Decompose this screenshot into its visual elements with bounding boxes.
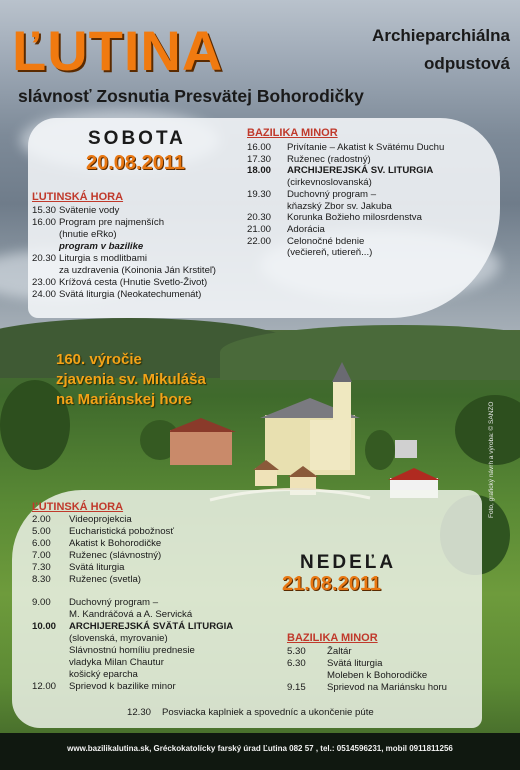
schedule-description: program v bazilike	[59, 241, 144, 252]
anniversary-line-1: 160. výročie	[56, 351, 142, 368]
schedule-time: 20.30	[32, 253, 57, 264]
schedule-description: Privítanie – Akatist k Svätému Duchu	[287, 142, 445, 153]
schedule-description: Žaltár	[327, 646, 352, 657]
schedule-description: ARCHIJEREJSKÁ SVÄTÁ LITURGIA	[69, 621, 234, 632]
sunday-bazilika-heading: BAZILIKA MINOR	[287, 632, 378, 644]
schedule-description: Liturgia s modlitbami	[59, 253, 147, 264]
subtitle-line-3: slávnosť Zosnutia Presvätej Bohorodičky	[18, 86, 364, 106]
schedule-time: 9.15	[287, 682, 306, 693]
anniversary-text	[56, 350, 206, 410]
schedule-time: 21.00	[247, 223, 272, 235]
schedule-time: 24.00	[32, 289, 57, 300]
schedule-description: Krížová cesta (Hnutie Svetlo-Život)	[59, 277, 208, 288]
schedule-description: Svätenie vody	[59, 205, 120, 216]
schedule-time: 17.30	[247, 153, 272, 165]
schedule-description: Duchovný program –	[287, 188, 377, 200]
photo-credit: Foto, grafický návrh a výroba: © SANZO	[488, 401, 495, 518]
subtitle-line-1: Archieparchiálna	[372, 26, 510, 45]
schedule-description: Program pre najmenších	[59, 217, 165, 228]
schedule-time: 6.30	[287, 658, 306, 669]
closing-desc: Posviacka kaplniek a spovedníc a ukončenie púte	[162, 707, 374, 718]
schedule-description: košický eparcha	[69, 669, 138, 680]
saturday-date: 20.08.2011	[86, 152, 185, 174]
schedule-time: 10.00	[32, 621, 57, 632]
schedule-description: (večiereň, utiereň...)	[287, 247, 373, 259]
sunday-hora-heading: ĽUTINSKÁ HORA	[32, 501, 124, 513]
sunday-day-label: NEDEĽA	[300, 552, 397, 573]
schedule-time: 20.30	[247, 212, 272, 224]
schedule-description: Svätá liturgia (Neokatechumenát)	[59, 289, 202, 300]
schedule-description: Duchovný program –	[69, 597, 159, 608]
schedule-description: vladyka Milan Chautur	[69, 657, 164, 668]
schedule-description: Svätá liturgia	[69, 562, 125, 573]
schedule-description: M. Kandráčová a A. Servická	[69, 609, 193, 620]
saturday-hora-heading: ĽUTINSKÁ HORA	[32, 191, 124, 203]
schedule-time: 5.00	[32, 526, 51, 537]
schedule-description: ARCHIJEREJSKÁ SV. LITURGIA	[287, 165, 434, 177]
subtitle-line-2: odpustová	[424, 54, 510, 73]
schedule-description: za uzdravenia (Koinonia Ján Krstiteľ)	[59, 265, 216, 276]
schedule-time: 6.00	[32, 538, 51, 549]
schedule-time: 18.00	[247, 165, 272, 177]
schedule-time: 7.30	[32, 562, 51, 573]
schedule-time: 16.00	[247, 142, 272, 153]
schedule-time: 16.00	[32, 217, 57, 228]
schedule-description: (hnutie eRko)	[59, 229, 117, 240]
schedule-description: Moleben k Bohorodičke	[327, 670, 428, 681]
schedule-description: Videoprojekcia	[69, 514, 132, 525]
footer-contact: www.bazilikalutina.sk, Gréckokatolícky farský úrad Ľutina 082 57 , tel.: 0514596231, mobil 0911811256	[67, 744, 453, 753]
schedule-time: 22.00	[247, 235, 272, 247]
schedule-description: Adorácia	[287, 223, 325, 235]
schedule-time: 9.00	[32, 597, 51, 608]
schedule-description: Slávnostnú homíliu prednesie	[69, 645, 195, 656]
schedule-description: kňazský Zbor sv. Jakuba	[287, 200, 392, 212]
saturday-bazilika-heading: BAZILIKA MINOR	[247, 127, 338, 139]
schedule-description: Sprievod na Mariánsku horu	[327, 682, 447, 693]
schedule-description: Ruženec (slávnostný)	[69, 550, 162, 561]
schedule-description: Eucharistická pobožnosť	[69, 526, 174, 537]
schedule-description: Ruženec (radostný)	[287, 153, 371, 165]
schedule-time: 8.30	[32, 574, 51, 585]
schedule-description: Ruženec (svetla)	[69, 574, 141, 585]
schedule-description: Korunka Božieho milosrdenstva	[287, 212, 422, 224]
schedule-description: Sprievod k bazilike minor	[69, 681, 176, 692]
schedule-time: 19.30	[247, 188, 272, 200]
schedule-time: 2.00	[32, 514, 51, 525]
saturday-day-label: SOBOTA	[88, 128, 186, 149]
anniversary-line-2: zjavenia sv. Mikuláša	[56, 371, 206, 388]
schedule-description: (cirkevnoslovanská)	[287, 177, 372, 189]
poster-title: ĽUTINA	[12, 19, 224, 82]
schedule-time: 15.30	[32, 205, 57, 216]
schedule-description: Akatist k Bohorodičke	[69, 538, 162, 549]
schedule-time: 12.00	[32, 681, 57, 692]
closing-time: 12.30	[127, 707, 152, 718]
schedule-time: 23.00	[32, 277, 57, 288]
basilica-illustration	[170, 360, 450, 510]
schedule-description: Celonočné bdenie	[287, 235, 365, 247]
schedule-description: (slovenská, myrovanie)	[69, 633, 168, 644]
sunday-date: 21.08.2011	[282, 573, 381, 595]
schedule-time: 5.30	[287, 646, 306, 657]
schedule-time: 7.00	[32, 550, 51, 561]
schedule-description: Svätá liturgia	[327, 658, 383, 669]
anniversary-line-3: na Mariánskej hore	[56, 391, 192, 408]
